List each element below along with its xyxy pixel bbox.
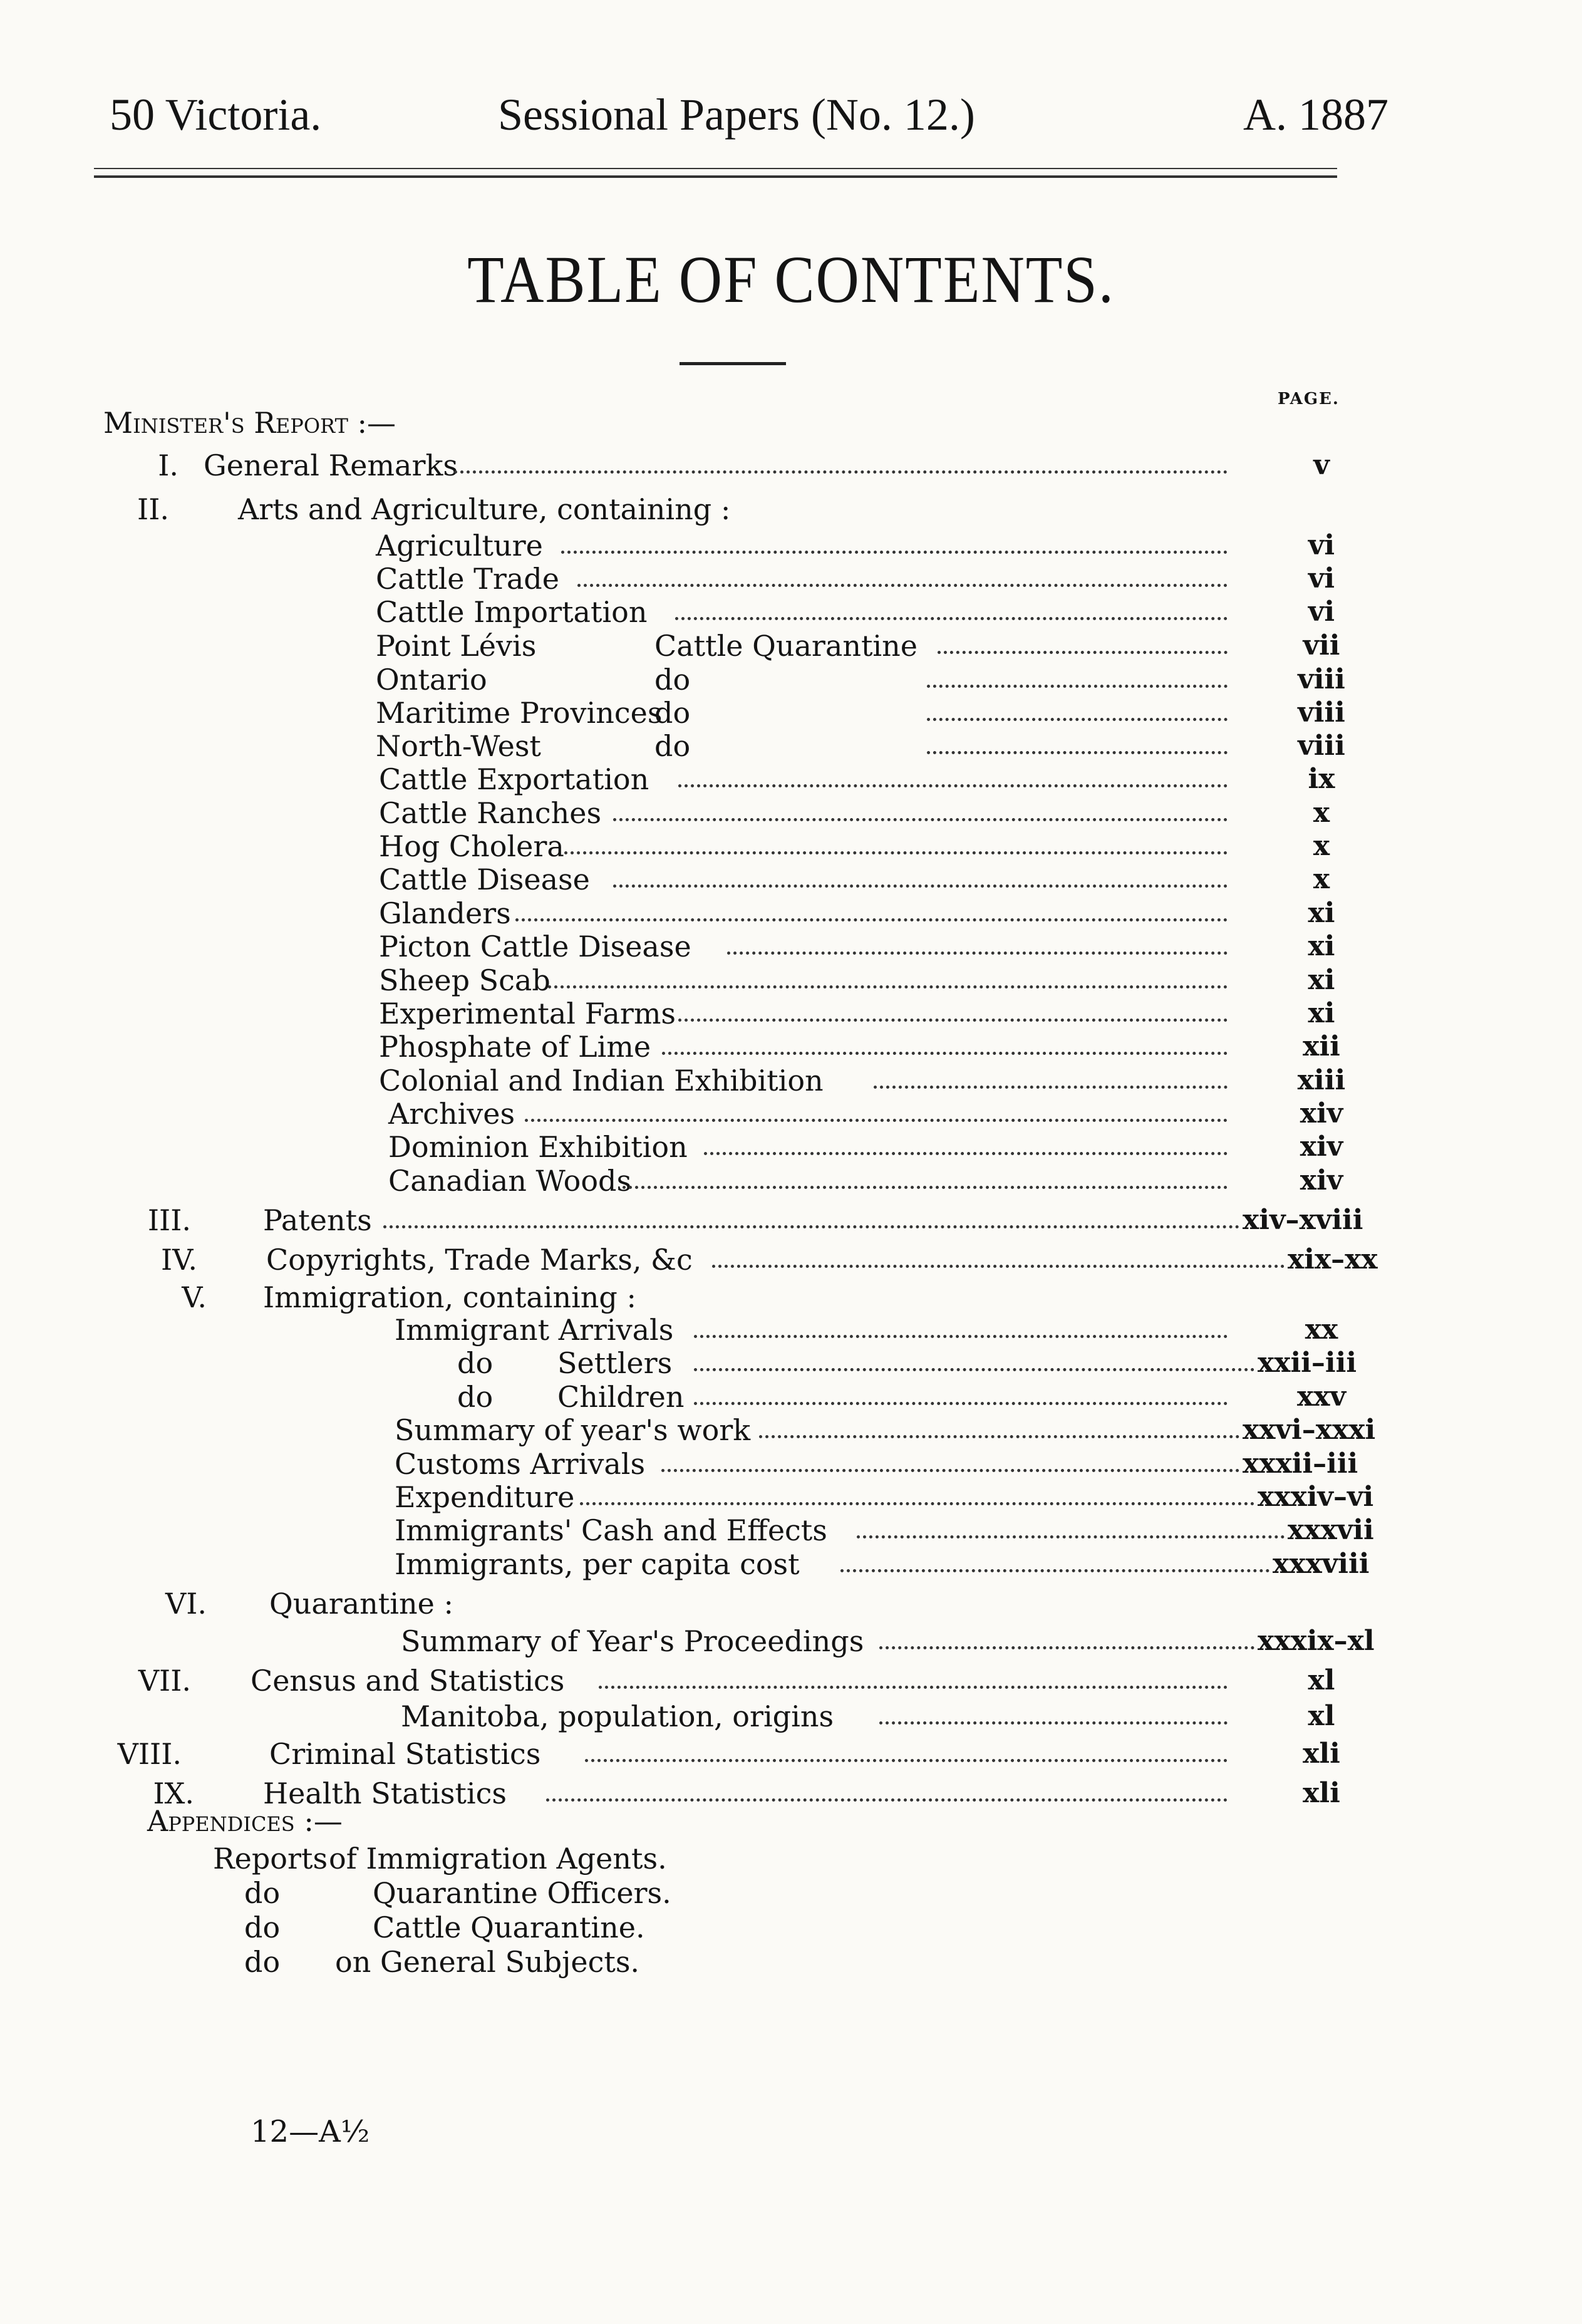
toc-entry (0, 1699, 1582, 1734)
toc-entry-number: V. (182, 1280, 207, 1314)
toc-leader-dots (874, 1086, 1228, 1089)
toc-page-number: xxxix–xl (1258, 1625, 1375, 1657)
toc-entry (0, 762, 1582, 797)
toc-entry (0, 662, 1582, 697)
toc-entry (0, 1513, 1582, 1548)
toc-page-number: xxxiv–vi (1258, 1481, 1374, 1513)
toc-entry-label: Customs Arrivals (395, 1447, 646, 1481)
toc-page-number: xxxviii (1273, 1548, 1370, 1580)
toc-page-number: viii (1298, 730, 1345, 762)
toc-entry-label: Quarantine : (269, 1587, 453, 1621)
toc-entry-sub-label: Settlers (557, 1346, 673, 1380)
toc-entry (0, 561, 1582, 596)
toc-leader-dots (694, 1402, 1228, 1405)
toc-leader-dots (599, 1686, 1228, 1689)
toc-leader-dots (840, 1569, 1269, 1572)
toc-entry (0, 492, 1582, 527)
toc-leader-dots (383, 1225, 1239, 1228)
toc-leader-dots (727, 952, 1228, 955)
toc-entry-label: Cattle Trade (376, 562, 559, 596)
toc-entry-label: Criminal Statistics (269, 1737, 541, 1771)
toc-leader-dots (927, 751, 1228, 754)
toc-entry-label: Immigration, containing : (263, 1280, 636, 1314)
toc-leader-dots (454, 470, 1228, 474)
toc-leader-dots (759, 1435, 1239, 1438)
toc-entry (0, 1280, 1582, 1315)
toc-page-number: vi (1308, 596, 1335, 628)
appendix-item-text: of Immigration Agents. (329, 1842, 667, 1875)
toc-page-number: v (1313, 449, 1330, 481)
toc-page-number: xix–xx (1288, 1243, 1378, 1275)
toc-leader-dots (661, 1469, 1239, 1472)
toc-leader-dots (577, 584, 1228, 587)
toc-entry-number: I. (158, 449, 178, 482)
toc-page-number: xl (1308, 1700, 1335, 1732)
toc-entry-label: Cattle Ranches (379, 796, 602, 830)
toc-page-number: viii (1298, 663, 1345, 695)
toc-entry-label: North-West (376, 729, 541, 763)
toc-page-number: xi (1308, 964, 1335, 996)
toc-page-number: xxxii–iii (1243, 1448, 1358, 1480)
toc-entry-label: Health Statistics (263, 1777, 507, 1810)
toc-entry (0, 1163, 1582, 1198)
toc-leader-dots (585, 1759, 1228, 1762)
toc-page-number: xx (1305, 1314, 1338, 1346)
toc-entry-label: Summary of Year's Proceedings (401, 1624, 864, 1658)
toc-entry (0, 448, 1582, 483)
toc-entry-label: Cattle Importation (376, 595, 648, 629)
toc-entry-number: IV. (161, 1243, 197, 1277)
title-rule (680, 362, 786, 365)
toc-entry (0, 1586, 1582, 1621)
toc-leader-dots (548, 985, 1228, 988)
toc-page-number: xi (1308, 930, 1335, 962)
toc-leader-dots (694, 1368, 1254, 1371)
toc-entry-label: Summary of year's work (395, 1413, 751, 1447)
toc-entry-label: Copyrights, Trade Marks, &c (266, 1243, 693, 1277)
appendix-item-lead: do (244, 1911, 281, 1944)
header-rule-thick (94, 175, 1337, 178)
appendix-item-text: on General Subjects. (335, 1945, 640, 1979)
toc-leader-dots (564, 851, 1228, 854)
toc-entry-label: Canadian Woods (388, 1164, 632, 1198)
header-rule (94, 168, 1337, 169)
toc-page-number: xiv–xviii (1243, 1204, 1363, 1236)
toc-page-number: x (1313, 830, 1330, 862)
toc-leader-dots (662, 1052, 1228, 1055)
header-sessional-papers: Sessional Papers (No. 12.) (498, 90, 975, 140)
toc-page-number: xxxvii (1288, 1514, 1374, 1546)
toc-entry (0, 1129, 1582, 1165)
toc-leader-dots (546, 1798, 1228, 1802)
toc-entry-label: Cattle Disease (379, 863, 590, 896)
toc-entry (0, 862, 1582, 897)
toc-entry (0, 1624, 1582, 1659)
toc-entry-label: Hog Cholera (379, 829, 564, 863)
toc-page-number: xii (1303, 1030, 1340, 1062)
toc-entry-label: Sheep Scab (379, 963, 551, 997)
toc-entry-label: General Remarks (204, 449, 458, 482)
toc-entry (0, 996, 1582, 1031)
appendix-item-lead: do (244, 1945, 281, 1979)
toc-entry-label: Ontario (376, 663, 487, 697)
toc-entry-quarantine-label: do (654, 663, 691, 697)
toc-leader-dots (561, 551, 1228, 554)
toc-entry (0, 1379, 1582, 1414)
toc-page-number: viii (1298, 697, 1345, 729)
toc-entry-label: Arts and Agriculture, containing : (238, 492, 731, 526)
toc-entry-label: Patents (263, 1203, 372, 1237)
toc-entry (0, 1663, 1582, 1698)
toc-entry-label: Expenditure (395, 1480, 575, 1514)
toc-leader-dots (525, 1119, 1228, 1122)
toc-page-number: xxv (1296, 1381, 1347, 1413)
toc-entry-label: Manitoba, population, origins (401, 1699, 834, 1733)
toc-entry-label: Experimental Farms (379, 997, 676, 1030)
toc-entry-number: VIII. (117, 1737, 182, 1771)
toc-leader-dots (704, 1152, 1228, 1155)
toc-entry-label: Cattle Exportation (379, 762, 649, 796)
toc-leader-dots (675, 617, 1228, 620)
toc-entry (0, 1413, 1582, 1448)
toc-page-number: xi (1308, 897, 1335, 929)
toc-entry-label: Dominion Exhibition (388, 1130, 688, 1164)
toc-entry-number: II. (137, 492, 169, 526)
toc-page-number: xli (1303, 1738, 1340, 1770)
toc-entry (0, 896, 1582, 931)
toc-page-number: xiv (1300, 1131, 1343, 1163)
toc-page-number: vi (1308, 529, 1335, 561)
appendix-item-lead: do (244, 1876, 281, 1910)
toc-entry (0, 1063, 1582, 1098)
toc-entry (0, 594, 1582, 630)
toc-entry-quarantine-label: do (654, 696, 691, 730)
toc-page-number: xli (1303, 1777, 1340, 1809)
toc-entry (0, 1446, 1582, 1481)
toc-page-number: xiv (1300, 1165, 1343, 1196)
toc-entry-label: Colonial and Indian Exhibition (379, 1064, 824, 1097)
toc-entry (0, 829, 1582, 864)
toc-entry (0, 695, 1582, 730)
toc-entry-number: III. (147, 1203, 191, 1237)
toc-leader-dots (927, 685, 1228, 688)
signature-mark: 12—A½ (251, 2114, 370, 2149)
toc-leader-dots (879, 1721, 1228, 1725)
toc-entry-label: Point Lévis (376, 629, 537, 663)
toc-entry (0, 1346, 1582, 1381)
page-column-label: PAGE. (1278, 390, 1340, 408)
toc-entry (0, 628, 1582, 663)
toc-entry-label: Immigrants, per capita cost (395, 1547, 800, 1581)
toc-entry-number: VII. (138, 1664, 191, 1698)
toc-leader-dots (712, 1265, 1285, 1268)
toc-page-number: xxii–iii (1258, 1347, 1357, 1379)
page-title: TABLE OF CONTENTS. (467, 241, 1115, 317)
toc-leader-dots (613, 884, 1228, 888)
toc-entry-quarantine-label: Cattle Quarantine (654, 629, 918, 663)
toc-leader-dots (938, 651, 1228, 654)
toc-page-number: xxvi–xxxi (1243, 1414, 1376, 1446)
toc-page-number: x (1313, 797, 1330, 829)
toc-page-number: x (1313, 863, 1330, 895)
toc-entry-sub-label: Children (557, 1380, 685, 1414)
toc-entry (0, 796, 1582, 831)
toc-entry (0, 729, 1582, 764)
toc-page-number: xi (1308, 997, 1335, 1029)
toc-leader-dots (678, 1019, 1228, 1022)
appendix-item-text: Cattle Quarantine. (373, 1911, 645, 1944)
toc-entry (0, 963, 1582, 998)
running-header (0, 89, 1582, 152)
toc-entry (0, 1312, 1582, 1347)
toc-leader-dots (694, 1335, 1228, 1338)
toc-entry-number: VI. (165, 1587, 207, 1621)
toc-entry-label: Immigrant Arrivals (395, 1313, 674, 1347)
toc-entry (0, 1029, 1582, 1064)
toc-entry-label: Agriculture (376, 529, 543, 563)
toc-entry (0, 528, 1582, 563)
toc-leader-dots (623, 1186, 1228, 1189)
toc-entry (0, 1736, 1582, 1772)
ministers-report-heading: Minister's Report :— (103, 406, 396, 440)
toc-leader-dots (879, 1646, 1254, 1649)
toc-entry-label: do (457, 1380, 494, 1414)
toc-leader-dots (515, 918, 1228, 921)
toc-entry-number: IX. (153, 1777, 194, 1810)
toc-leader-dots (580, 1502, 1254, 1505)
toc-page-number: ix (1308, 763, 1335, 795)
toc-entry-quarantine-label: do (654, 729, 691, 763)
toc-entry-label: Phosphate of Lime (379, 1030, 651, 1064)
toc-page-number: xiv (1300, 1097, 1343, 1129)
toc-entry-label: Immigrants' Cash and Effects (395, 1513, 827, 1547)
toc-entry (0, 1096, 1582, 1131)
header-year: A. 1887 (1243, 90, 1388, 140)
toc-entry-label: do (457, 1346, 494, 1380)
toc-leader-dots (927, 718, 1228, 721)
appendix-item-text: Quarantine Officers. (373, 1876, 671, 1910)
toc-leader-dots (857, 1535, 1285, 1538)
toc-entry-label: Picton Cattle Disease (379, 930, 691, 963)
appendices-heading: Appendices :— (147, 1804, 343, 1838)
toc-entry (0, 1203, 1582, 1238)
toc-entry (0, 1242, 1582, 1277)
toc-entry (0, 929, 1582, 964)
toc-entry-label: Census and Statistics (251, 1664, 565, 1698)
toc-page-number: xl (1308, 1664, 1335, 1696)
toc-entry-label: Glanders (379, 896, 511, 930)
toc-entry-label: Archives (388, 1097, 515, 1131)
toc-leader-dots (678, 784, 1228, 787)
toc-page-number: vii (1303, 630, 1340, 661)
header-volume: 50 Victoria. (110, 90, 322, 140)
toc-entry (0, 1547, 1582, 1582)
toc-entry-label: Maritime Provinces (376, 696, 663, 730)
toc-page-number: vi (1308, 563, 1335, 594)
toc-leader-dots (613, 818, 1228, 821)
toc-page-number: xiii (1297, 1064, 1346, 1096)
appendix-item-lead: Reports (213, 1842, 328, 1875)
toc-entry (0, 1480, 1582, 1515)
